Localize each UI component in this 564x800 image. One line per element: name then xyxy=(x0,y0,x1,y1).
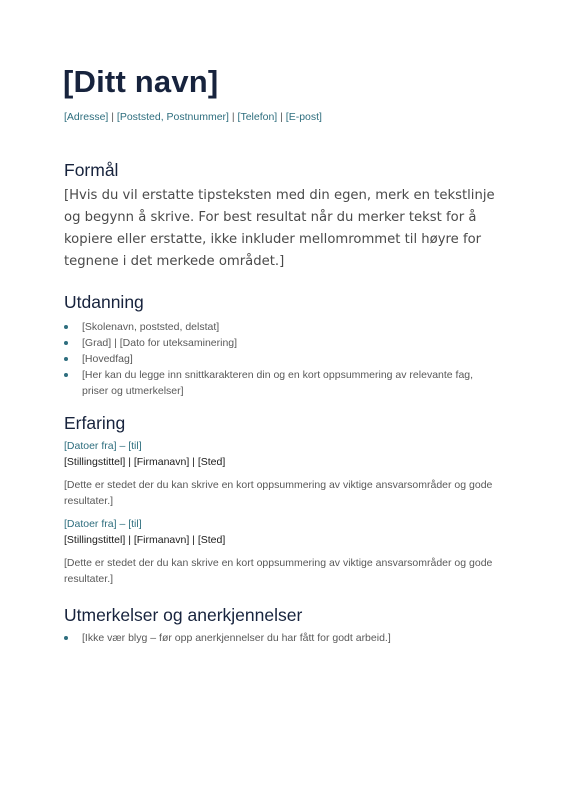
experience-heading: Erfaring xyxy=(64,413,126,433)
list-item[interactable] xyxy=(64,351,500,367)
contact-separator: | xyxy=(108,111,117,123)
job-description[interactable]: [Dette er stedet der du kan skrive en kort oppsummering av viktige ansvarsområder og gode resultater.] xyxy=(64,557,493,585)
bullet-icon xyxy=(64,373,68,377)
bullet-icon xyxy=(64,341,68,345)
education-summary: [Her kan du legge inn snittkarakteren din og en kort oppsummering av relevante fag, priser og utmerkelser] xyxy=(82,369,474,397)
job-dates[interactable]: [Datoer fra] – [til] xyxy=(64,440,142,452)
contact-separator: | xyxy=(228,111,238,123)
education-degree: [Grad] | [Dato for uteksaminering] xyxy=(82,337,238,349)
education-heading: Utdanning xyxy=(64,292,144,312)
contact-address[interactable]: [Adresse] xyxy=(64,111,109,123)
contact-phone[interactable]: [Telefon] xyxy=(237,111,278,123)
objective-text[interactable]: [Hvis du vil erstatte tipsteksten med din egen, merk en tekstlinje og begynn å skrive. For best resultat når du merker tekst for å kopiere eller erstatte, ikke inkluder mellomrommet til høyre for tegnene i det merkede området.] xyxy=(64,188,495,269)
list-item[interactable] xyxy=(64,319,500,335)
awards-list xyxy=(64,630,500,646)
job-entry xyxy=(64,516,500,587)
contact-city[interactable]: [Poststed, Postnummer] xyxy=(116,111,229,123)
education-list xyxy=(64,319,500,399)
education-section xyxy=(64,291,500,399)
list-item[interactable] xyxy=(64,630,500,646)
bullet-icon xyxy=(64,636,68,640)
contact-email[interactable]: [E-post] xyxy=(285,111,322,123)
job-title-line[interactable]: [Stillingstittel] | [Firmanavn] | [Sted] xyxy=(64,456,226,468)
contact-separator: | xyxy=(277,111,286,123)
list-item[interactable] xyxy=(64,367,500,399)
objective-section xyxy=(64,159,500,273)
job-description[interactable]: [Dette er stedet der du kan skrive en kort oppsummering av viktige ansvarsområder og gode resultater.] xyxy=(64,479,493,507)
objective-heading: Formål xyxy=(64,160,119,180)
contact-line xyxy=(64,110,500,124)
job-dates[interactable]: [Datoer fra] – [til] xyxy=(64,518,142,530)
job-title-line[interactable]: [Stillingstittel] | [Firmanavn] | [Sted] xyxy=(64,534,226,546)
name-heading[interactable]: [Ditt navn] xyxy=(63,64,219,99)
bullet-icon xyxy=(64,325,68,329)
job-entry xyxy=(64,438,500,509)
award-item: [Ikke vær blyg – før opp anerkjennelser du har fått for godt arbeid.] xyxy=(82,632,391,644)
education-school: [Skolenavn, poststed, delstat] xyxy=(82,321,220,333)
list-item[interactable] xyxy=(64,335,500,351)
bullet-icon xyxy=(64,357,68,361)
awards-heading: Utmerkelser og anerkjennelser xyxy=(64,605,303,625)
experience-section xyxy=(64,412,500,587)
awards-section xyxy=(64,604,500,646)
education-major: [Hovedfag] xyxy=(82,353,133,365)
